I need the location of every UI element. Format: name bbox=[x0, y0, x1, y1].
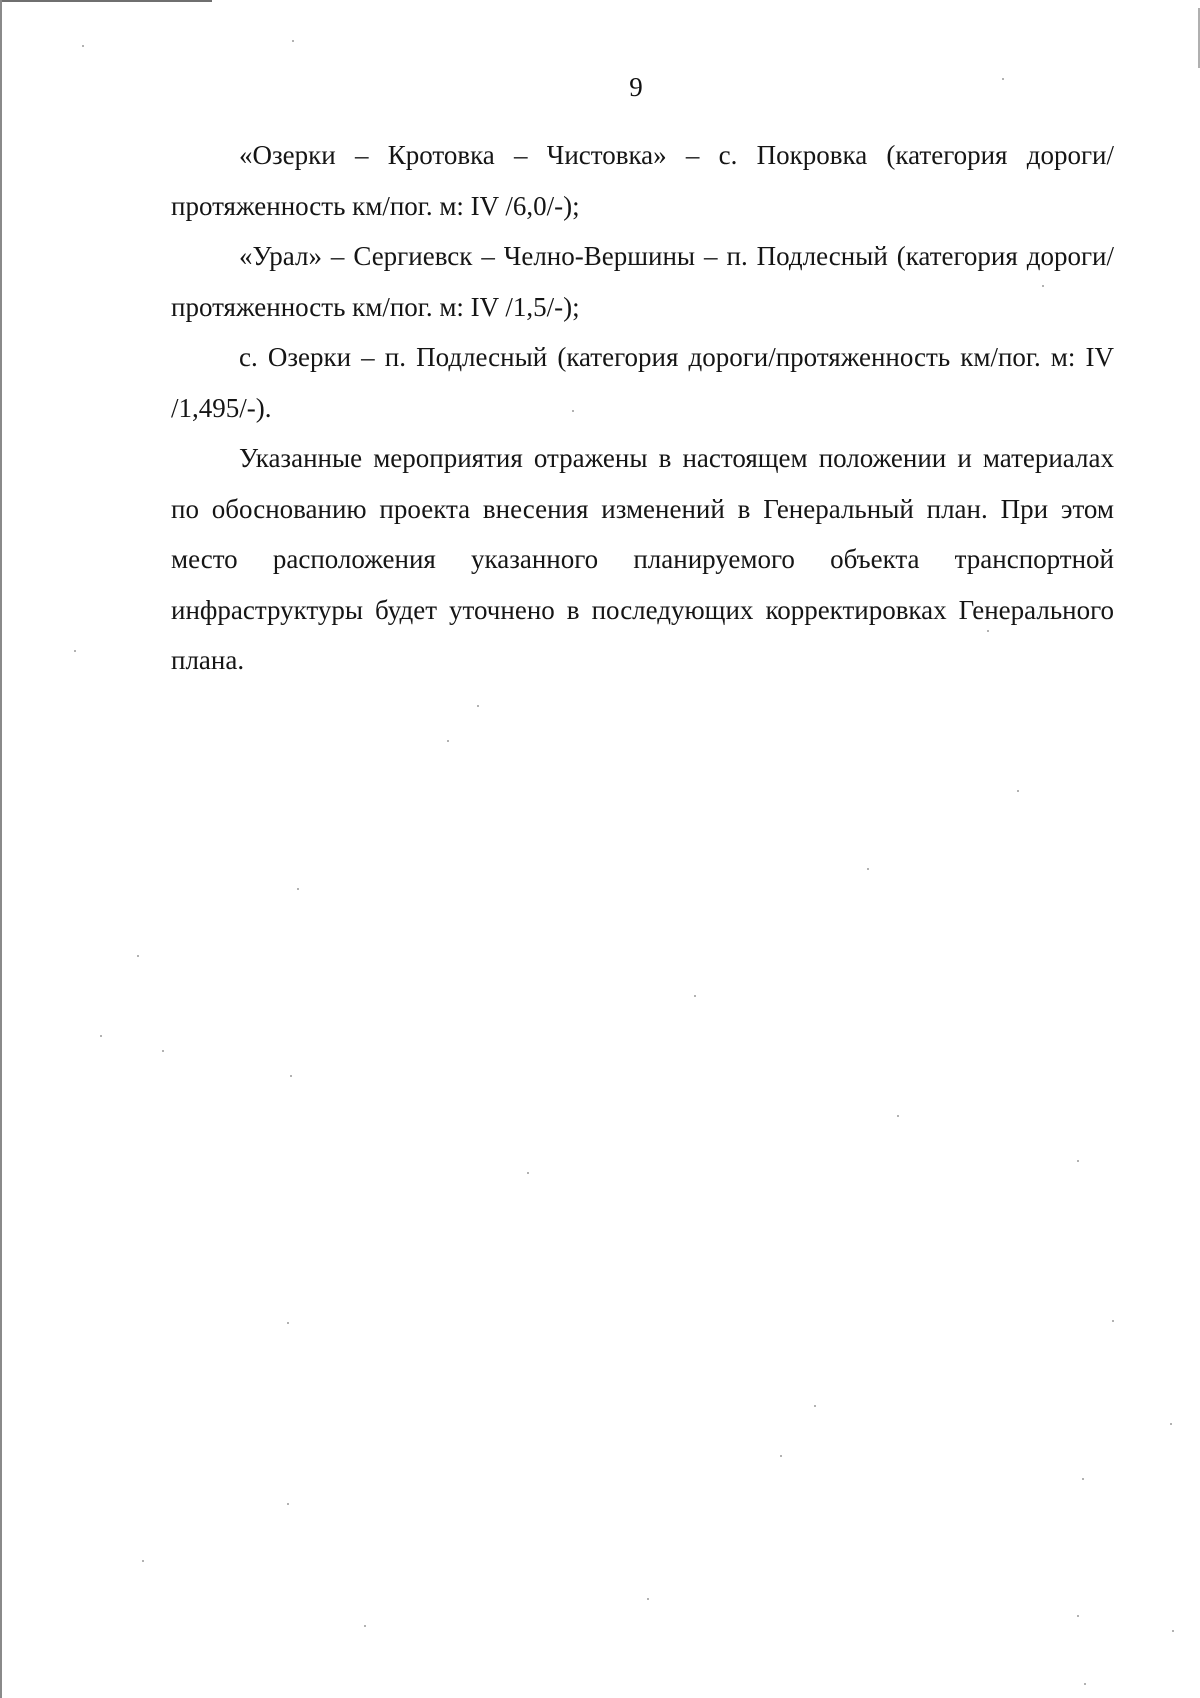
speck bbox=[780, 1455, 782, 1457]
speck bbox=[1082, 1478, 1084, 1480]
document-body bbox=[171, 130, 1114, 686]
speck bbox=[867, 868, 869, 870]
speck bbox=[1170, 1423, 1172, 1425]
speck bbox=[297, 888, 299, 890]
speck bbox=[292, 40, 294, 42]
speck bbox=[527, 1172, 529, 1174]
speck bbox=[162, 1050, 164, 1052]
speck bbox=[572, 410, 574, 412]
speck bbox=[897, 1115, 899, 1117]
speck bbox=[1084, 1683, 1086, 1685]
speck bbox=[477, 705, 479, 707]
speck bbox=[694, 995, 696, 997]
speck bbox=[1077, 1160, 1079, 1162]
speck bbox=[1112, 1320, 1114, 1322]
speck bbox=[100, 1035, 102, 1037]
paragraph-measures: Указанные мероприятия отражены в настоящем положении и материалах по обоснованию проекта внесения изменений в Генеральный план. При этом место расположения указанного планируемого объекта транспортной инфраструктуры будет уточнено в последующих корректировках Генерального плана. bbox=[171, 443, 1114, 675]
speck bbox=[287, 1322, 289, 1324]
speck bbox=[1077, 1615, 1079, 1617]
speck bbox=[74, 650, 76, 652]
paragraph-road-2: «Урал» – Сергиевск – Челно-Вершины – п. Подлесный (категория дороги/ протяженность км/пог. м: IV /1,5/-); bbox=[171, 241, 1114, 322]
speck bbox=[1002, 78, 1004, 80]
page-number: 9 bbox=[629, 72, 643, 102]
speck bbox=[290, 1075, 292, 1077]
speck bbox=[814, 1405, 816, 1407]
speck bbox=[142, 1560, 144, 1562]
paragraph-road-3: с. Озерки – п. Подлесный (категория дороги/протяженность км/пог. м: IV /1,495/-). bbox=[171, 342, 1114, 423]
scan-edge-top bbox=[2, 0, 212, 2]
paragraph-road-1: «Озерки – Кротовка – Чистовка» – с. Покровка (категория дороги/ протяженность км/пог. м: IV /6,0/-); bbox=[171, 140, 1114, 221]
speck bbox=[82, 45, 84, 47]
speck bbox=[137, 955, 139, 957]
speck bbox=[1042, 285, 1044, 287]
speck bbox=[1172, 1630, 1174, 1632]
speck bbox=[364, 1625, 366, 1627]
speck bbox=[647, 1598, 649, 1600]
speck bbox=[447, 740, 449, 742]
speck bbox=[287, 1503, 289, 1505]
speck bbox=[1017, 790, 1019, 792]
speck bbox=[987, 630, 989, 632]
